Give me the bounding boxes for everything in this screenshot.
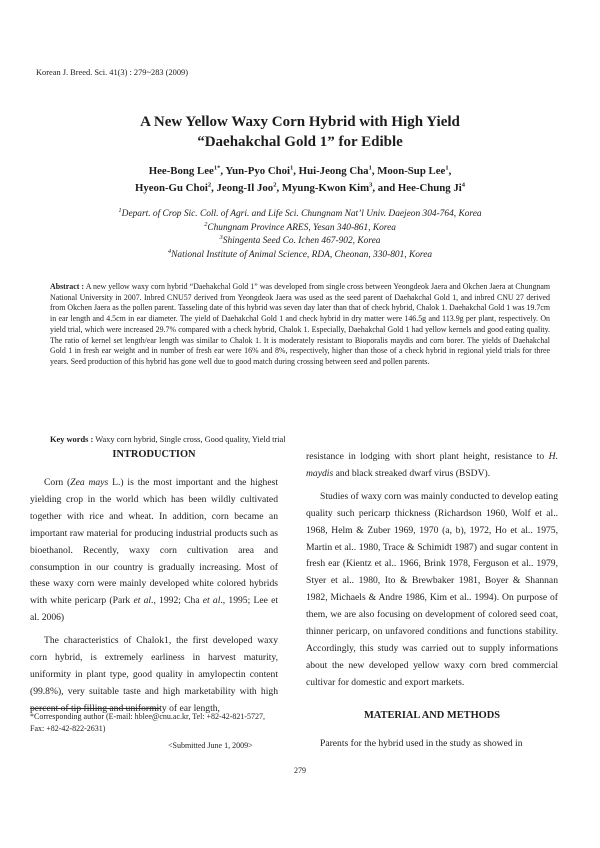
author-affil-sup: 1*: [213, 164, 221, 172]
affiliation-list: [0, 208, 600, 262]
author-line-1: [0, 163, 600, 180]
author-affil-sup: 2: [273, 181, 277, 189]
footnote-rule: [30, 708, 160, 709]
left-column: [30, 475, 278, 718]
abstract-label: Abstract :: [50, 282, 85, 291]
title-line-1: A New Yellow Waxy Corn Hybrid with High Yield: [140, 114, 460, 130]
abstract-text: A new yellow waxy corn hybrid “Daehakchal Gold 1” was developed from single cross between Yeongdeok Jaera and Okchen Jaera at Chungnam National University in 2007. Inbred CNU57 derived from Yeongdeok Jaera was used as the seed parent of Daehakchal Gold 1, and inbred CNU 27 derived from Okchen Jaera as the pollen parent. Tasseling date of this hybrid was seven day later than that of check hybrid, Chalok 1. Daehakchal Gold 1 was 19.7cm in ear length and 4.5cm in ear diameter. The yield of Daehakchal Gold 1 and check hybrid in dry matter were 146.5g and 113.9g per plant, respectively. On yield trial, which were increased 29.7% compared with a check hybrid, Chalok 1. Especially, Daehakchal Gold 1 had yellow kernels and good eating quality. The ratio of kernel set length/ear length was similar to Chalok 1. It is moderately resistant to Bioporalis maydis and corn borer. The yields of Daehakchal Gold 1 in fresh ear weight and in number of fresh ear were 16% and 8%, respectively, higher than those of a check hybrid in regional yield trials for three years. Seed production of this hybrid has gone well due to good match during crossing between seed and pollen parents.: [50, 282, 550, 366]
author-list: [0, 163, 600, 197]
intro-paragraph-continued: resistance in lodging with short plant height, resistance to H. maydis and black streaked dwarf virus (BSDV).: [306, 451, 558, 479]
author-sep: ,: [448, 165, 452, 177]
author-sep: ,: [371, 165, 378, 177]
author-sep: ,: [276, 182, 282, 194]
affiliation: $^3$Shingenta Seed Co. Ichen 467-902, Korea: [219, 233, 381, 246]
author-sep: ,: [220, 165, 226, 177]
abstract: [50, 282, 550, 368]
affiliation: $^2$Chungnam Province ARES, Yesan 340-861, Korea: [204, 220, 396, 233]
methods-text: [306, 736, 558, 753]
affiliation: $^4$National Institute of Animal Science, RDA, Cheonan, 330-801, Korea: [167, 247, 433, 260]
corresponding-author-footnote: *Corresponding author (E-mail: hblee@cnu.ac.kr, Tel: +82-42-821-5727, Fax: +82-42-822-2631): [30, 712, 266, 733]
author-name: Jeong-Il Joo: [216, 182, 274, 194]
author-line-2: [0, 180, 600, 197]
author-sep: ,: [211, 182, 217, 194]
author-affil-sup: 1: [445, 164, 449, 172]
submission-date: <Submitted June 1, 2009>: [168, 741, 253, 750]
author-affil-sup: 4: [461, 181, 466, 189]
keywords-text: Waxy corn hybrid, Single cross, Good quality, Yield trial: [95, 435, 286, 444]
keywords-label: Key words :: [50, 435, 94, 444]
affiliation: $^1$Depart. of Crop Sic. Coll. of Agri. and Life Sci. Chungnam Nat’l Univ. Daejeon 304-764, Korea: [118, 206, 482, 219]
intro-paragraph-3: Studies of waxy corn was mainly conducted to develop eating quality such pericarp thickness (Richardson 1960, Wolf et al.. 1968, Helm & Zuber 1969, 1970 (a, b), 1972, Ho et al.. 1975, Martin et al.. 1980, Trace & Schimidt 1987) and sugar content in fresh ear (Kientz et al.. 1966, Brink 1978, Ferguson et al.. 1979, Styer et al.. 1980, Ito & Brewbaker 1981, Boyer & Shannan 1982, Michaels & Andre 1986, Kim et al.. 1994). On purpose of them, we are also focusing on development of colored seed coat, thinner pericarp, on unfavored conditions and functions stability. Accordingly, this study was carried out to supply informations about the new developed yellow waxy corn bred commercial cultivar for domestic and export markets.: [306, 490, 558, 688]
paper-title: [0, 112, 600, 152]
author-affil-sup: 1: [290, 164, 294, 172]
journal-citation: Korean J. Breed. Sci. 41(3) : 279~283 (2009): [36, 68, 188, 77]
title-line-2: “Daehakchal Gold 1” for Edible: [197, 134, 403, 150]
keywords: [50, 435, 286, 444]
right-column: [306, 449, 558, 692]
author-affil-sup: 1: [368, 164, 372, 172]
author-name: Myung-Kwon Kim: [281, 182, 370, 194]
intro-paragraph-2: The characteristics of Chalok1, the first developed waxy corn hybrid, is extremely earliness in harvest maturity, uniformity in plant type, good quality in amylopectin content (99.8%), very suitable taste and high marketability with high percent of tip filling and uniformity of ear length,: [30, 635, 278, 714]
introduction-heading: INTRODUCTION: [112, 449, 196, 460]
author-affil-sup: 2: [207, 181, 212, 189]
page-number: 279: [294, 766, 306, 775]
author-name: Hee-Chung Ji: [397, 182, 462, 194]
author-sep: ,: [293, 165, 299, 177]
methods-paragraph-1: Parents for the hybrid used in the study as showed in: [320, 738, 523, 749]
author-name: Moon-Sup Lee: [377, 165, 446, 177]
methods-heading: MATERIAL AND METHODS: [363, 710, 501, 721]
author-affil-sup: 3: [369, 181, 373, 189]
author-name: Hee-Bong Lee: [148, 165, 214, 177]
intro-paragraph-1: Corn (Zea mays L.) is the most important and the highest yielding crop in the world which has been wildly cultivated together with rice and wheat. In addition, corn became an important raw material for producing industrial products such as bioethanol. Recently, waxy corn cultivation area and consumption in our country is gradually increasing. Most of these waxy corn were mainly developed white colored hybrids with white pericarp (Park et al., 1992; Cha et al., 1995; Lee et al. 2006): [30, 477, 278, 624]
author-name: Hui-Jeong Cha: [298, 165, 369, 177]
author-sep: , and: [372, 182, 398, 194]
author-name: Hyeon-Gu Choi: [134, 182, 208, 194]
author-name: Yun-Pyo Choi: [225, 165, 291, 177]
